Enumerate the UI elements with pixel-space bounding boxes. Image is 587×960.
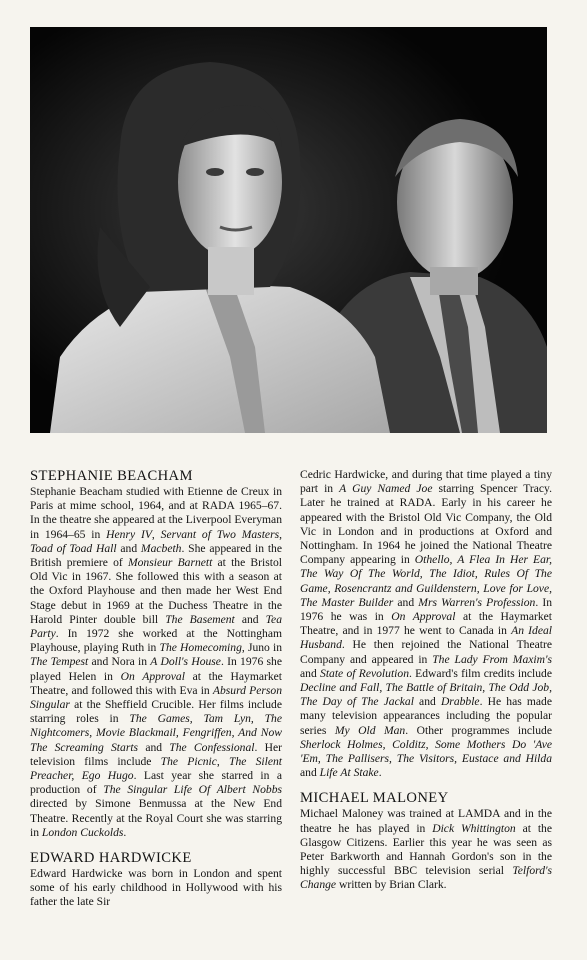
bio-name-michael-maloney: MICHAEL MALONEY: [300, 790, 449, 807]
italic-title: Tea Party: [30, 612, 282, 641]
italic-title: Othello, A Flea In Her Ear, The Way Of The World, The Idiot, Rules Of The Game, Rosencrantz and Guildenstern, Love for Love, The Master Builder: [300, 553, 552, 609]
italic-title: The Picnic: [160, 754, 217, 768]
italic-title: Drabble: [440, 695, 480, 709]
italic-title: The Lady From Maxim's: [432, 652, 552, 666]
italic-title: Servant of Two Masters: [160, 527, 280, 541]
italic-title: Telford's Change: [300, 864, 552, 892]
right-column: [300, 468, 552, 956]
italic-title: The Homecoming: [159, 641, 242, 655]
italic-title: The Tempest: [30, 655, 89, 669]
italic-title: The Singular Life Of Albert Nobbs: [103, 783, 283, 797]
biography-columns: [30, 468, 552, 956]
italic-title: Toad of Toad Hall: [30, 541, 117, 555]
italic-title: Mrs Warren's Profession: [418, 595, 536, 609]
production-photo: [30, 27, 547, 433]
italic-title: Decline and Fall, The Battle of Britain, The Odd Job, The Day of The Jackal: [300, 681, 552, 709]
italic-title: Macbeth: [140, 541, 182, 555]
italic-title: Life At Stake: [319, 766, 379, 780]
italic-title: The Basement: [165, 612, 235, 626]
bio-text-edward-hardwicke-continued: Cedric Hardwicke, and during that time played a tiny part in A Guy Named Joe starring Spencer Tracy. Later he trained at RADA. Early in his career he appeared with the Bristol Old Vic Company, the Old Vic in London and in productions at Oxford and Nottingham. In 1964 he joined the National Theatre Company appearing in Othello, A Flea In Her Ear, The Way Of The World, The Idiot, Rules Of The Game, Rosencrantz and Guildenstern, Love for Love, The Master Builder and Mrs Warren's Profession. In 1976 he was in On Approval at the Haymarket Theatre, and in 1977 he went to Canada in An Ideal Husband. He then rejoined the National Theatre Company and appeared in The Lady From Maxim's and State of Revolution. Edward's film credits include Decline and Fall, The Battle of Britain, The Odd Job, The Day of The Jackal and Drabble. He has made many television appearances including the popular series My Old Man. Other programmes include Sherlock Holmes, Colditz, Some Mothers Do 'Ave 'Em, The Pallisers, The Visitors, Eustace and Hilda and Life At Stake.: [300, 468, 553, 780]
italic-title: Absurd Person Singular: [30, 683, 282, 712]
italic-title: Monsieur Barnett: [127, 556, 213, 570]
italic-title: The Games, Tam Lyn, The Nightcomers, Movie Blackmail, Fengriffen, And Now The Screaming Starts: [30, 712, 282, 754]
italic-title: The Silent Preacher, Ego Hugo: [30, 754, 283, 783]
bio-name-stephanie-beacham: STEPHANIE BEACHAM: [30, 468, 193, 484]
italic-title: An Ideal Husband: [300, 624, 553, 652]
left-column: [30, 468, 282, 956]
italic-title: On Approval: [120, 669, 185, 683]
italic-title: A Guy Named Joe: [339, 482, 433, 496]
italic-title: Henry IV: [106, 527, 152, 541]
bio-text-stephanie-beacham: Stephanie Beacham studied with Etienne de Creux in Paris at mime school, 1964, and at RADA 1965–67. In the theatre she appeared at the Liverpool Everyman in 1964–65 in Henry IV, Servant of Two Masters, Toad of Toad Hall and Macbeth. She appeared in the British premiere of Monsieur Barnett at the Bristol Old Vic in 1967. She followed this with a season at the Oxford Playhouse and then made her West End Stage debut in 1969 at the Duchess Theatre in the Harold Pinter double bill The Basement and Tea Party. In 1972 she worked at the Nottingham Playhouse, playing Ruth in The Homecoming, Juno in The Tempest and Nora in A Doll's House. In 1976 she played Helen in On Approval at the Haymarket Theatre, and followed this with Eva in Absurd Person Singular at the Sheffield Crucible. Her films include starring roles in The Games, Tam Lyn, The Nightcomers, Movie Blackmail, Fengriffen, And Now The Screaming Starts and The Confessional. Her television films include The Picnic, The Silent Preacher, Ego Hugo. Last year she starred in a production of The Singular Life Of Albert Nobbs directed by Simone Benmussa at the New End Theatre. Recently at the Royal Court she was starring in London Cuckolds.: [30, 485, 283, 839]
italic-title: A Doll's House: [150, 655, 221, 669]
italic-title: Dick Whittington: [432, 821, 516, 835]
italic-title: State of Revolution: [320, 666, 409, 680]
bio-name-edward-hardwicke: EDWARD HARDWICKE: [30, 850, 192, 867]
italic-title: My Old Man: [334, 723, 406, 737]
italic-title: On Approval: [391, 610, 456, 624]
stage-photo-two-actors: [30, 27, 547, 433]
bio-text-michael-maloney: Michael Maloney was trained at LAMDA and in the theatre he has played in Dick Whittington at the Glasgow Citizens. Earlier this year he was seen as Peter Barkworth and Hannah Gordon's son in the highly successful BBC television serial Telford's Change written by Brian Clark.: [300, 807, 552, 892]
italic-title: London Cuckolds: [41, 825, 124, 839]
bio-text-edward-hardwicke-start: Edward Hardwicke was born in London and spent some of his early childhood in Hollywood with his father the late Sir: [30, 867, 282, 909]
italic-title: Sherlock Holmes, Colditz, Some Mothers Do 'Ave 'Em, The Pallisers, The Visitors, Eustace and Hilda: [300, 737, 552, 766]
italic-title: The Confessional: [169, 740, 255, 754]
